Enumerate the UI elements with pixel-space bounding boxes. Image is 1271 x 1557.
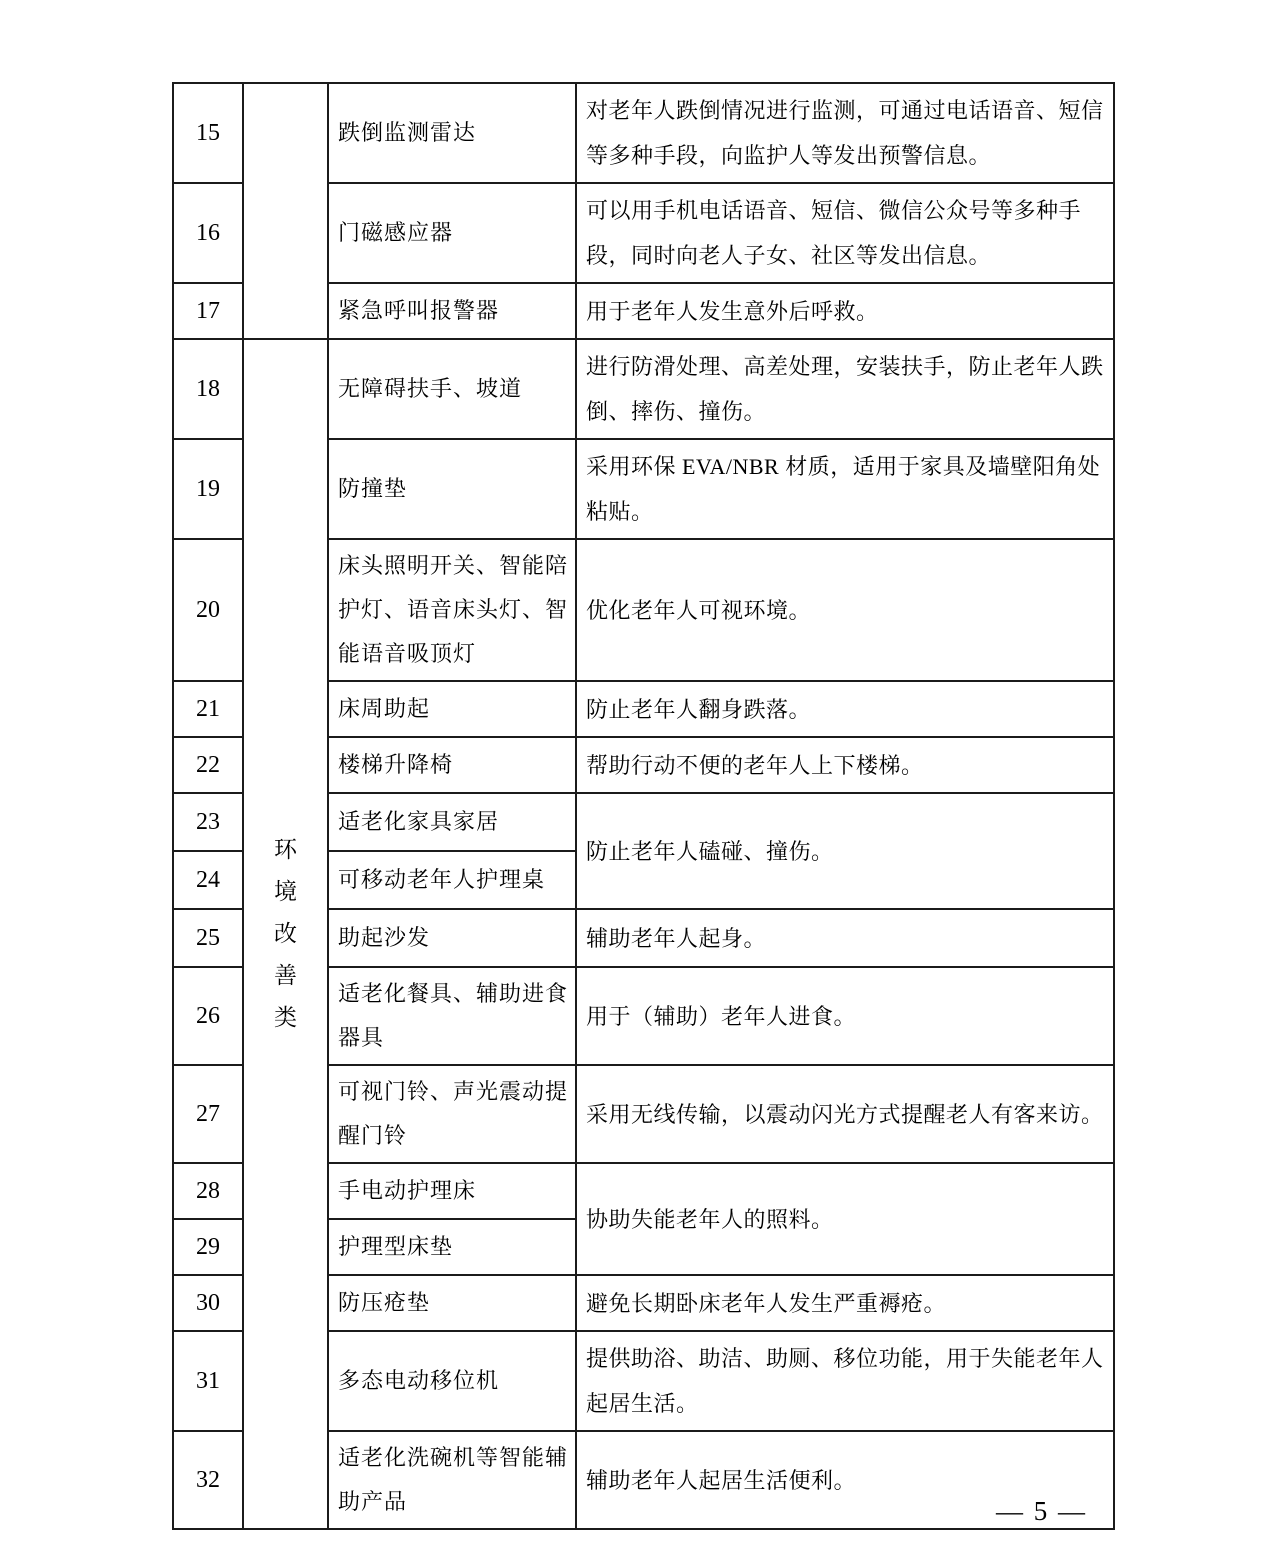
- item-name-cell: 适老化餐具、辅助进食器具: [328, 967, 576, 1065]
- category-char: 善: [274, 963, 297, 988]
- description-cell: 采用无线传输，以震动闪光方式提醒老人有客来访。: [576, 1065, 1114, 1163]
- description-cell: 帮助行动不便的老年人上下楼梯。: [576, 737, 1114, 793]
- description-cell: 提供助浴、助洁、助厕、移位功能，用于失能老年人起居生活。: [576, 1331, 1114, 1431]
- item-name-cell: 床头照明开关、智能陪护灯、语音床头灯、智能语音吸顶灯: [328, 539, 576, 681]
- category-char: 境: [274, 879, 297, 904]
- elderly-products-table: [172, 82, 1115, 1530]
- category-cell-continued: [243, 83, 328, 339]
- row-number-cell: 20: [173, 539, 243, 681]
- row-number-cell: 16: [173, 183, 243, 283]
- table-row: [173, 83, 1114, 183]
- description-cell: 防止老年人翻身跌落。: [576, 681, 1114, 737]
- item-name-cell: 防压疮垫: [328, 1275, 576, 1331]
- row-number-cell: 24: [173, 851, 243, 909]
- row-number-cell: 21: [173, 681, 243, 737]
- category-char: 环: [274, 837, 297, 862]
- row-number-cell: 18: [173, 339, 243, 439]
- page-number: — 5 —: [996, 1496, 1087, 1526]
- row-number-cell: 31: [173, 1331, 243, 1431]
- row-number-cell: 25: [173, 909, 243, 967]
- row-number-cell: 23: [173, 793, 243, 851]
- item-name-cell: 适老化家具家居: [328, 793, 576, 851]
- category-cell-environment-improvement: [243, 339, 328, 1529]
- row-number-cell: 17: [173, 283, 243, 339]
- table-row: [173, 339, 1114, 439]
- row-number-cell: 32: [173, 1431, 243, 1529]
- item-name-cell: 门磁感应器: [328, 183, 576, 283]
- item-name-cell: 床周助起: [328, 681, 576, 737]
- row-number-cell: 19: [173, 439, 243, 539]
- row-number-cell: 27: [173, 1065, 243, 1163]
- item-name-cell: 楼梯升降椅: [328, 737, 576, 793]
- description-cell: 采用环保 EVA/NBR 材质，适用于家具及墙壁阳角处粘贴。: [576, 439, 1114, 539]
- description-cell: 对老年人跌倒情况进行监测，可通过电话语音、短信等多种手段，向监护人等发出预警信息。: [576, 83, 1114, 183]
- description-cell-merged: 协助失能老年人的照料。: [576, 1163, 1114, 1275]
- row-number-cell: 26: [173, 967, 243, 1065]
- item-name-cell: 跌倒监测雷达: [328, 83, 576, 183]
- description-cell: 用于老年人发生意外后呼救。: [576, 283, 1114, 339]
- row-number-cell: 22: [173, 737, 243, 793]
- item-name-cell: 多态电动移位机: [328, 1331, 576, 1431]
- item-name-cell: 可视门铃、声光震动提醒门铃: [328, 1065, 576, 1163]
- row-number-cell: 28: [173, 1163, 243, 1219]
- description-cell: 可以用手机电话语音、短信、微信公众号等多种手段，同时向老人子女、社区等发出信息。: [576, 183, 1114, 283]
- item-name-cell: 护理型床垫: [328, 1219, 576, 1275]
- description-cell: 用于（辅助）老年人进食。: [576, 967, 1114, 1065]
- item-name-cell: 可移动老年人护理桌: [328, 851, 576, 909]
- row-number-cell: 15: [173, 83, 243, 183]
- category-char: 类: [274, 1005, 297, 1030]
- description-cell: 辅助老年人起身。: [576, 909, 1114, 967]
- item-name-cell: 紧急呼叫报警器: [328, 283, 576, 339]
- description-cell: 进行防滑处理、高差处理，安装扶手，防止老年人跌倒、摔伤、撞伤。: [576, 339, 1114, 439]
- description-cell: 避免长期卧床老年人发生严重褥疮。: [576, 1275, 1114, 1331]
- item-name-cell: 手电动护理床: [328, 1163, 576, 1219]
- item-name-cell: 助起沙发: [328, 909, 576, 967]
- item-name-cell: 适老化洗碗机等智能辅助产品: [328, 1431, 576, 1529]
- description-cell: 辅助老年人起居生活便利。: [576, 1431, 1114, 1529]
- item-name-cell: 防撞垫: [328, 439, 576, 539]
- products-table-container: [172, 82, 1115, 1530]
- row-number-cell: 29: [173, 1219, 243, 1275]
- row-number-cell: 30: [173, 1275, 243, 1331]
- description-cell: 优化老年人可视环境。: [576, 539, 1114, 681]
- description-cell-merged: 防止老年人磕碰、撞伤。: [576, 793, 1114, 909]
- item-name-cell: 无障碍扶手、坡道: [328, 339, 576, 439]
- category-char: 改: [274, 921, 297, 946]
